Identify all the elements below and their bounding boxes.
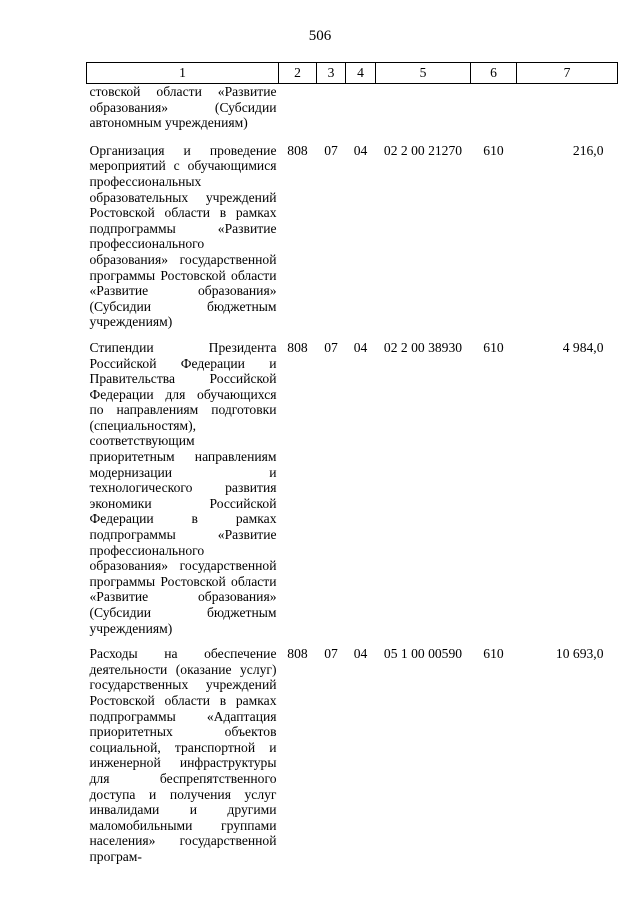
row-code-ministry: 808 [287, 646, 308, 662]
column-header-4: 4 [346, 63, 376, 84]
row-code-ministry: 808 [287, 142, 308, 158]
table-row [87, 84, 618, 143]
row-name: Расходы на обеспечение деятельности (оказание услуг) государственных учреждений Ростовской области в рамках подпрограммы «Адаптация приоритетных объектов социальной, транспортной и инженерной инфраструктуры для беспрепятственного доступа и получения услуг инвалидами и другими маломобильными группами населения» государственной програм- [89, 646, 277, 864]
row-code-expense-type: 610 [483, 142, 504, 158]
row-code-expense-type [471, 84, 517, 143]
row-code-subsection: 04 [353, 339, 368, 355]
row-name: Организация и проведение мероприятий с обучающимися профессиональных образовательных учреждений Ростовской области в рамках подпрограммы «Развитие профессионального образования» государственной программы Ростовской области «Развитие образования» (Субсидии бюджетным учреждениям) [89, 142, 277, 330]
row-code-ministry: 808 [287, 339, 308, 355]
row-code-subsection: 04 [353, 646, 368, 662]
table-row [87, 143, 618, 340]
row-code-target: 05 1 00 00590 [383, 646, 463, 662]
column-header-5: 5 [376, 63, 471, 84]
row-code-target [376, 84, 471, 143]
row-code-section [317, 84, 346, 143]
column-header-1: 1 [87, 63, 279, 84]
row-amount [517, 84, 618, 143]
row-code-ministry [279, 84, 317, 143]
column-header-6: 6 [471, 63, 517, 84]
page-number: 506 [308, 28, 332, 44]
row-code-expense-type: 610 [483, 339, 504, 355]
column-header-7: 7 [517, 63, 618, 84]
row-code-section: 07 [324, 339, 338, 355]
table-header [87, 63, 618, 84]
row-code-section: 07 [324, 646, 338, 662]
row-code-subsection [346, 84, 376, 143]
row-code-subsection: 04 [353, 142, 368, 158]
row-code-section: 07 [324, 142, 338, 158]
row-name: стовской области «Развитие образования» (Субсидии автономным учреждениям) [89, 84, 277, 131]
row-amount: 10 693,0 [555, 646, 604, 662]
row-code-target: 02 2 00 38930 [383, 339, 463, 355]
row-amount: 216,0 [572, 142, 604, 158]
budget-table [86, 62, 618, 875]
table-row [87, 340, 618, 646]
row-code-expense-type: 610 [483, 646, 504, 662]
row-amount: 4 984,0 [562, 339, 604, 355]
column-header-2: 2 [279, 63, 317, 84]
row-name: Стипендии Президента Российской Федерации и Правительства Российской Федерации для обучающихся по направлениям подготовки (специальностям), соответствующим приоритетным направлениям модернизации и технологического развития экономики Российской Федерации в рамках подпрограммы «Развитие профессионального образования» государственной программы Ростовской области «Развитие образования» (Субсидии бюджетным учреждениям) [89, 339, 277, 636]
column-header-3: 3 [317, 63, 346, 84]
table-row [87, 646, 618, 874]
row-code-target: 02 2 00 21270 [383, 142, 463, 158]
